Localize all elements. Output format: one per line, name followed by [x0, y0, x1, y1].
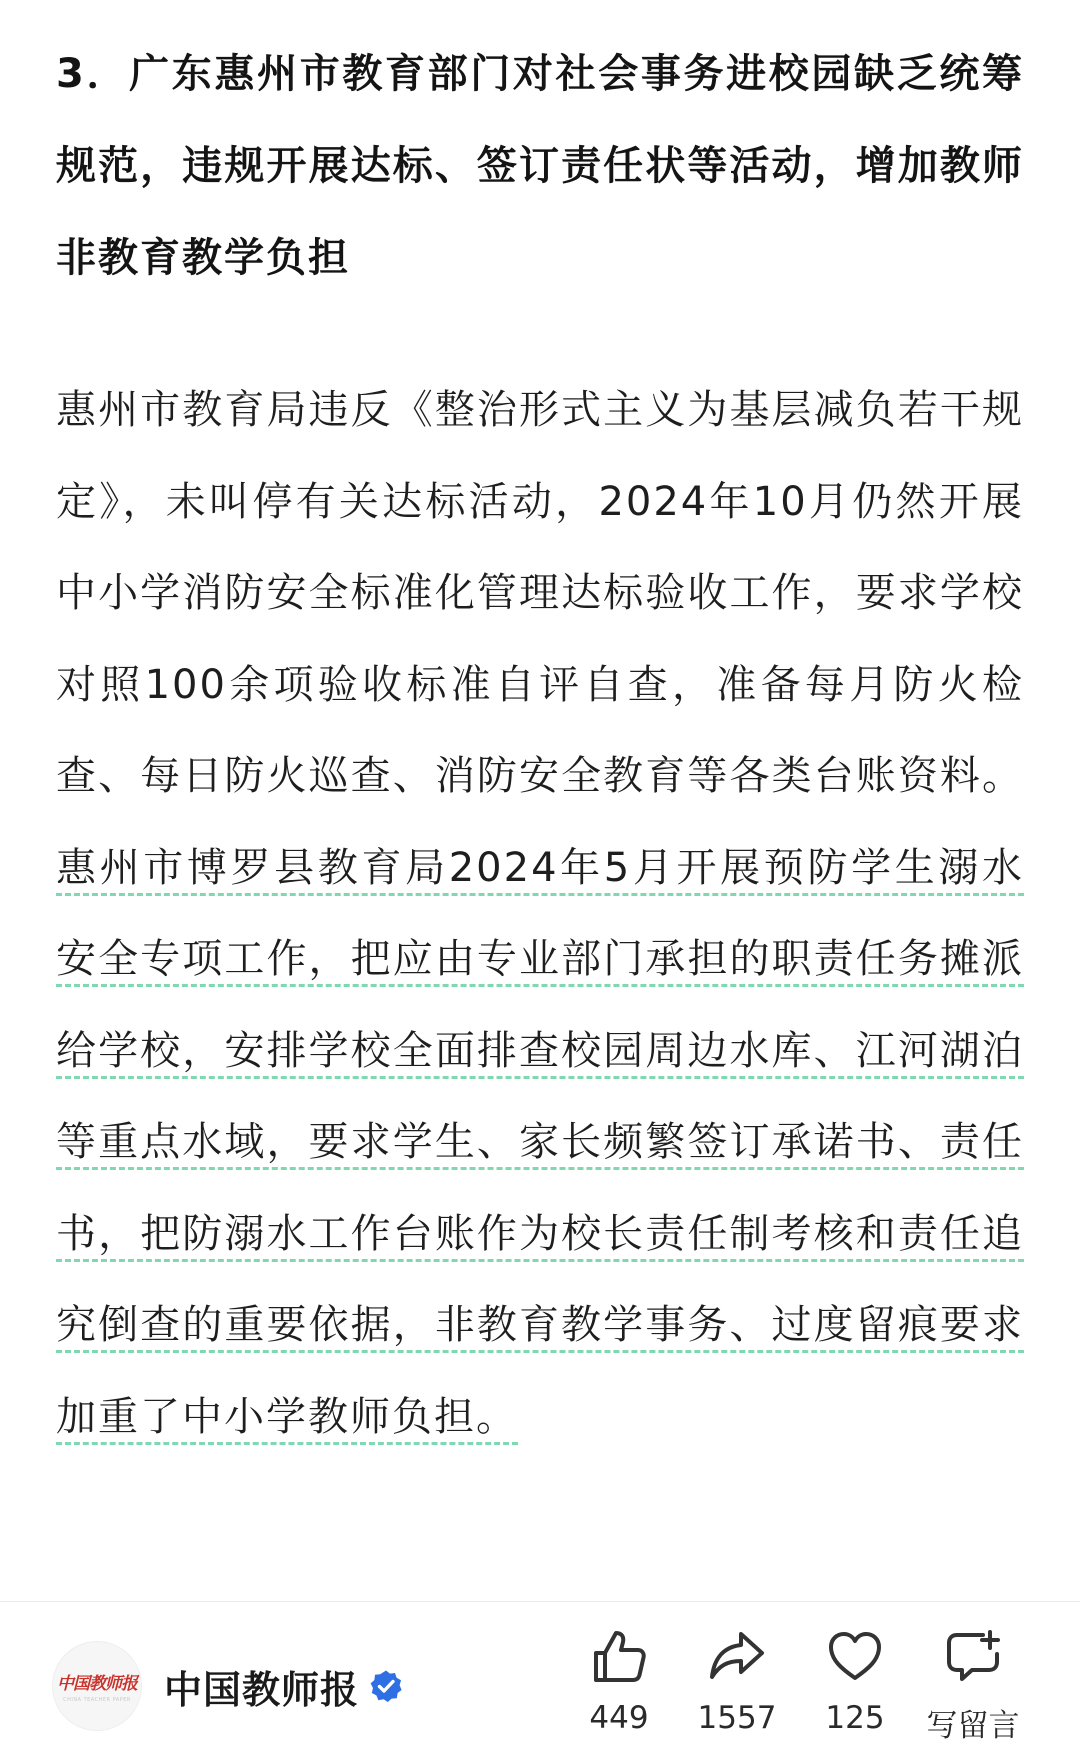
share-count: 1557: [697, 1700, 777, 1736]
article-paragraph: [56, 365, 1024, 1463]
comment-add-icon: [943, 1626, 1003, 1686]
highlighted-text[interactable]: 惠州市博罗县教育局2024年5月开展预防学生溺水安全专项工作，把应由专业部门承担的职责任务摊派给学校，安排学校全面排查校园周边水库、江河湖泊等重点水域，要求学生、家长频繁签订承诺书、责任书，把防溺水工作台账作为校长责任制考核和责任追究倒查的重要依据，非教育教学事务、过度留痕要求加重了中小学教师负担。: [56, 844, 1024, 1440]
account-avatar[interactable]: [52, 1641, 142, 1731]
footer-bar: [0, 1602, 1080, 1759]
verified-badge-icon: [369, 1669, 403, 1703]
favorite-button[interactable]: [800, 1626, 910, 1746]
heart-icon: [825, 1626, 885, 1686]
favorite-count: 125: [825, 1700, 885, 1736]
like-count: 449: [589, 1700, 649, 1736]
article-body: [56, 0, 1024, 1463]
share-button[interactable]: [682, 1626, 792, 1746]
account-logo-text: 中国教师报: [57, 1674, 137, 1694]
like-button[interactable]: [564, 1626, 674, 1746]
account-info[interactable]: [52, 1638, 403, 1734]
account-name[interactable]: 中国教师报: [164, 1667, 360, 1712]
paragraph-text: 惠州市教育局违反《整治形式主义为基层减负若干规定》，未叫停有关达标活动，2024年10月仍然开展中小学消防安全标准化管理达标验收工作，要求学校对照100余项验收标准自评自查，准备每月防火检查、每日防火巡查、消防安全教育等各类台账资料。: [56, 387, 1024, 799]
share-arrow-icon: [707, 1626, 767, 1686]
thumbs-up-icon: [589, 1626, 649, 1686]
section-heading: 3．广东惠州市教育部门对社会事务进校园缺乏统筹规范，违规开展达标、签订责任状等活动，增加教师非教育教学负担: [56, 51, 1024, 281]
write-comment-button[interactable]: [918, 1626, 1028, 1746]
account-logo-subtext: CHINA TEACHER PAPER: [63, 1697, 131, 1703]
write-comment-label: 写留言: [926, 1708, 1020, 1744]
